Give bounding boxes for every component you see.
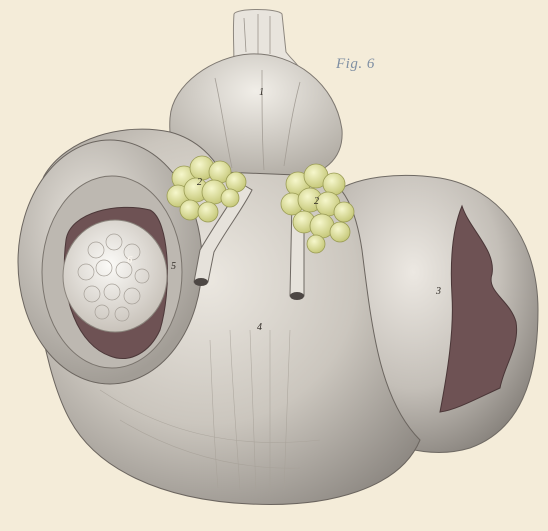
label-3: 3 (436, 286, 441, 297)
label-4: 4 (257, 322, 262, 333)
label-6: 6 (127, 254, 133, 266)
label-2-right: 2 (314, 196, 319, 207)
label-1: 1 (259, 87, 264, 98)
figure-title: Fig. 6 (336, 56, 375, 72)
label-2-left: 2 (197, 177, 202, 188)
label-5: 5 (171, 261, 176, 272)
